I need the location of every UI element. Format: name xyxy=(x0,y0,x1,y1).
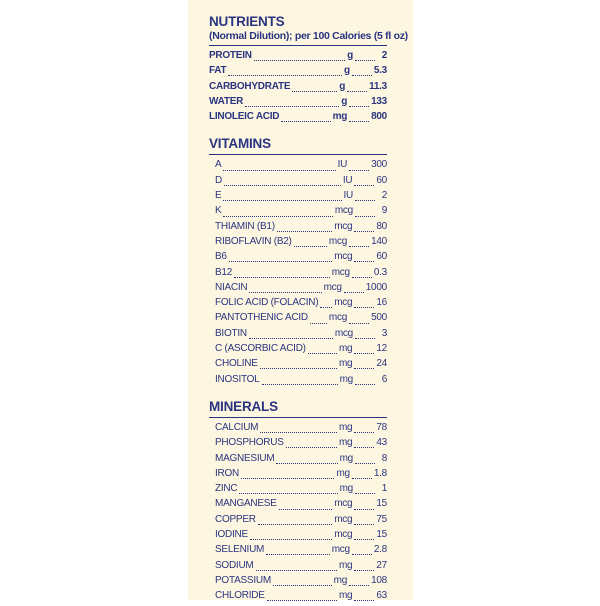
nutrient-row xyxy=(209,468,387,483)
nutrient-name: E xyxy=(215,190,222,202)
nutrient-row xyxy=(209,205,387,220)
nutrient-row xyxy=(209,590,387,605)
nutrient-row xyxy=(209,514,387,529)
nutrient-name: FAT xyxy=(209,65,227,77)
dot-leader xyxy=(349,121,369,122)
dot-leader xyxy=(286,447,337,448)
dot-leader xyxy=(245,106,339,107)
nutrient-unit: mg xyxy=(338,437,353,449)
nutrient-unit: mcg xyxy=(334,327,353,339)
nutrient-value: 133 xyxy=(371,95,387,107)
nutrition-table xyxy=(209,14,408,606)
nutrient-value: 16 xyxy=(376,297,387,309)
nutrient-row xyxy=(209,175,387,190)
nutrient-value: 75 xyxy=(376,513,387,525)
nutrient-value: 1 xyxy=(381,483,387,495)
nutrient-name: C (ASCORBIC ACID) xyxy=(215,343,306,355)
nutrient-value: 2 xyxy=(381,50,387,61)
nutrient-name: CARBOHYDRATE xyxy=(209,80,291,92)
nutrient-unit: mcg xyxy=(334,251,353,263)
nutrient-row xyxy=(209,50,387,65)
nutrient-value: 5.3 xyxy=(373,65,387,77)
dot-leader xyxy=(308,353,337,354)
nutrient-unit: IU xyxy=(343,190,353,202)
nutrient-unit: mcg xyxy=(334,297,353,309)
nutrient-unit: mg xyxy=(339,483,353,495)
nutrient-name: CALCIUM xyxy=(215,421,259,433)
nutrients-subheading: (Normal Dilution); per 100 Calories (5 fl oz) xyxy=(209,30,408,42)
dot-leader xyxy=(266,554,330,555)
nutrient-row xyxy=(209,96,387,111)
nutrient-unit: mcg xyxy=(334,220,353,232)
dot-leader xyxy=(234,277,330,278)
dot-leader xyxy=(277,231,332,232)
nutrient-row xyxy=(209,267,387,282)
nutrient-value: 60 xyxy=(376,251,387,263)
nutrient-name: B6 xyxy=(215,251,227,263)
nutrient-name: MANGANESE xyxy=(215,498,277,510)
nutrient-unit: IU xyxy=(337,159,348,171)
nutrient-name: MAGNESIUM xyxy=(215,452,275,464)
nutrient-row xyxy=(209,437,387,452)
nutrients-rows xyxy=(209,50,387,126)
dot-leader xyxy=(294,246,327,247)
dot-leader xyxy=(249,338,333,339)
dot-leader xyxy=(292,91,337,92)
dot-leader xyxy=(352,75,372,76)
nutrient-name: INOSITOL xyxy=(215,373,260,385)
nutrient-value: 27 xyxy=(376,559,387,571)
nutrient-value: 24 xyxy=(376,358,387,370)
nutrient-row xyxy=(209,236,387,251)
dot-leader xyxy=(262,384,338,385)
nutrient-value: 12 xyxy=(376,343,387,355)
nutrient-value: 108 xyxy=(371,574,387,586)
nutrient-unit: mg xyxy=(338,559,353,571)
dot-leader xyxy=(354,261,374,262)
nutrient-name: PHOSPHORUS xyxy=(215,437,284,449)
nutrients-section xyxy=(209,14,408,126)
dot-leader xyxy=(241,478,334,479)
dot-leader xyxy=(223,216,332,217)
nutrient-unit: mg xyxy=(339,373,353,385)
nutrient-row xyxy=(209,159,387,174)
dot-leader xyxy=(355,338,375,339)
nutrient-name: FOLIC ACID (FOLACIN) xyxy=(215,297,319,309)
nutrient-name: B12 xyxy=(215,266,233,278)
nutrient-unit: mg xyxy=(338,343,353,355)
nutrient-row xyxy=(209,65,387,80)
nutrient-name: CHLORIDE xyxy=(215,590,265,602)
nutrient-name: PANTOTHENIC ACID xyxy=(215,312,308,324)
nutrient-value: 11.3 xyxy=(369,80,387,92)
nutrient-unit: g xyxy=(341,95,348,107)
nutrient-value: 800 xyxy=(371,111,387,123)
nutrient-name: ZINC xyxy=(215,483,238,495)
nutrient-name: IODINE xyxy=(215,529,248,541)
nutrient-name: BIOTIN xyxy=(215,327,247,339)
dot-leader xyxy=(281,121,330,122)
nutrient-row xyxy=(209,358,387,373)
dot-leader xyxy=(279,509,333,510)
nutrient-row xyxy=(209,422,387,437)
vitamins-section xyxy=(209,136,387,388)
nutrient-unit: mcg xyxy=(323,281,342,293)
section-divider xyxy=(209,154,387,155)
nutrient-row xyxy=(209,328,387,343)
dot-leader xyxy=(224,185,341,186)
dot-leader xyxy=(223,200,341,201)
dot-leader xyxy=(349,106,369,107)
nutrient-row xyxy=(209,343,387,358)
nutrient-unit: mcg xyxy=(334,529,353,541)
nutrient-row xyxy=(209,297,387,312)
dot-leader xyxy=(273,585,332,586)
nutrient-value: 3 xyxy=(381,327,387,339)
dot-leader xyxy=(260,432,337,433)
nutrient-row xyxy=(209,221,387,236)
nutrient-unit: mg xyxy=(338,421,353,433)
dot-leader xyxy=(258,524,332,525)
dot-leader xyxy=(354,307,374,308)
dot-leader xyxy=(310,323,327,324)
nutrient-row xyxy=(209,483,387,498)
dot-leader xyxy=(355,200,375,201)
dot-leader xyxy=(354,432,374,433)
dot-leader xyxy=(276,463,337,464)
nutrient-unit: mcg xyxy=(328,235,348,247)
nutrient-name: NIACIN xyxy=(215,281,248,293)
nutrient-value: 6 xyxy=(381,373,387,385)
dot-leader xyxy=(354,539,374,540)
nutrient-name: THIAMIN (B1) xyxy=(215,220,275,232)
nutrient-unit: mg xyxy=(332,111,348,123)
dot-leader xyxy=(354,570,374,571)
nutrient-unit: mg xyxy=(336,467,350,479)
minerals-rows xyxy=(209,422,387,606)
nutrient-unit: mg xyxy=(338,358,353,370)
nutrient-row xyxy=(209,529,387,544)
dot-leader xyxy=(354,524,374,525)
section-divider xyxy=(209,417,387,418)
dot-leader xyxy=(355,493,375,494)
nutrients-heading: NUTRIENTS xyxy=(209,14,285,29)
nutrient-row xyxy=(209,575,387,590)
dot-leader xyxy=(260,368,337,369)
dot-leader xyxy=(355,216,375,217)
section-divider xyxy=(209,45,387,46)
dot-leader xyxy=(354,368,374,369)
nutrient-unit: IU xyxy=(342,174,353,186)
dot-leader xyxy=(349,585,369,586)
nutrient-value: 63 xyxy=(376,590,387,602)
dot-leader xyxy=(239,493,337,494)
nutrient-value: 15 xyxy=(376,529,387,541)
nutrient-row xyxy=(209,453,387,468)
nutrient-value: 80 xyxy=(376,220,387,232)
nutrient-value: 2 xyxy=(381,190,387,202)
nutrient-unit: mg xyxy=(339,452,353,464)
dot-leader xyxy=(349,170,369,171)
nutrient-unit: mcg xyxy=(334,205,353,217)
dot-leader xyxy=(354,600,374,601)
nutrient-unit: g xyxy=(339,80,346,92)
nutrient-name: CHOLINE xyxy=(215,358,258,370)
nutrient-value: 8 xyxy=(381,452,387,464)
nutrient-name: A xyxy=(215,159,222,171)
nutrient-row xyxy=(209,312,387,327)
nutrient-unit: mcg xyxy=(334,498,353,510)
dot-leader xyxy=(352,277,372,278)
dot-leader xyxy=(223,170,335,171)
nutrient-value: 2.8 xyxy=(373,544,387,556)
nutrient-row xyxy=(209,498,387,513)
dot-leader xyxy=(352,478,372,479)
dot-leader xyxy=(349,323,369,324)
nutrient-name: IRON xyxy=(215,467,239,479)
nutrient-unit: mcg xyxy=(334,513,353,525)
nutrient-unit: g xyxy=(347,50,353,61)
dot-leader xyxy=(355,463,375,464)
vitamins-rows xyxy=(209,159,387,388)
nutrient-unit: g xyxy=(343,65,350,77)
dot-leader xyxy=(254,60,345,61)
dot-leader xyxy=(354,447,374,448)
dot-leader xyxy=(347,91,367,92)
nutrient-row xyxy=(209,81,387,96)
nutrient-name: SODIUM xyxy=(215,559,254,571)
minerals-heading: MINERALS xyxy=(209,398,278,414)
nutrient-value: 78 xyxy=(376,421,387,433)
minerals-section xyxy=(209,399,387,606)
dot-leader xyxy=(344,292,364,293)
dot-leader xyxy=(267,600,337,601)
nutrient-value: 0.3 xyxy=(373,266,387,278)
dot-leader xyxy=(250,539,332,540)
nutrient-name: D xyxy=(215,174,222,186)
dot-leader xyxy=(354,185,374,186)
dot-leader xyxy=(354,509,374,510)
nutrient-value: 1000 xyxy=(365,281,387,293)
nutrient-name: RIBOFLAVIN (B2) xyxy=(215,235,292,247)
nutrient-unit: mg xyxy=(333,574,348,586)
nutrient-value: 9 xyxy=(381,205,387,217)
nutrient-unit: mcg xyxy=(331,544,350,556)
nutrient-row xyxy=(209,282,387,297)
vitamins-heading: VITAMINS xyxy=(209,136,271,152)
nutrient-name: PROTEIN xyxy=(209,50,252,61)
nutrient-row xyxy=(209,251,387,266)
nutrient-name: SELENIUM xyxy=(215,544,265,556)
nutrient-value: 60 xyxy=(376,174,387,186)
nutrient-name: POTASSIUM xyxy=(215,574,271,586)
nutrient-row xyxy=(209,111,387,126)
nutrient-row xyxy=(209,544,387,559)
dot-leader xyxy=(354,231,374,232)
dot-leader xyxy=(355,60,375,61)
dot-leader xyxy=(320,307,332,308)
dot-leader xyxy=(249,292,321,293)
nutrient-unit: mcg xyxy=(328,312,348,324)
nutrient-unit: mcg xyxy=(331,266,350,278)
dot-leader xyxy=(352,554,372,555)
nutrient-row xyxy=(209,190,387,205)
nutrient-value: 1.8 xyxy=(373,467,387,479)
dot-leader xyxy=(228,75,342,76)
nutrient-name: K xyxy=(215,205,222,217)
nutrient-value: 15 xyxy=(376,498,387,510)
nutrient-name: WATER xyxy=(209,95,244,107)
nutrient-value: 500 xyxy=(371,312,387,324)
nutrient-value: 43 xyxy=(376,437,387,449)
nutrient-name: COPPER xyxy=(215,513,256,525)
nutrient-row xyxy=(209,560,387,575)
dot-leader xyxy=(229,261,332,262)
nutrient-unit: mg xyxy=(338,590,353,602)
nutrient-value: 140 xyxy=(371,235,387,247)
nutrient-row xyxy=(209,374,387,389)
dot-leader xyxy=(256,570,337,571)
dot-leader xyxy=(355,384,375,385)
dot-leader xyxy=(349,246,369,247)
nutrient-name: LINOLEIC ACID xyxy=(209,111,280,123)
dot-leader xyxy=(354,353,374,354)
nutrient-value: 300 xyxy=(371,159,387,171)
